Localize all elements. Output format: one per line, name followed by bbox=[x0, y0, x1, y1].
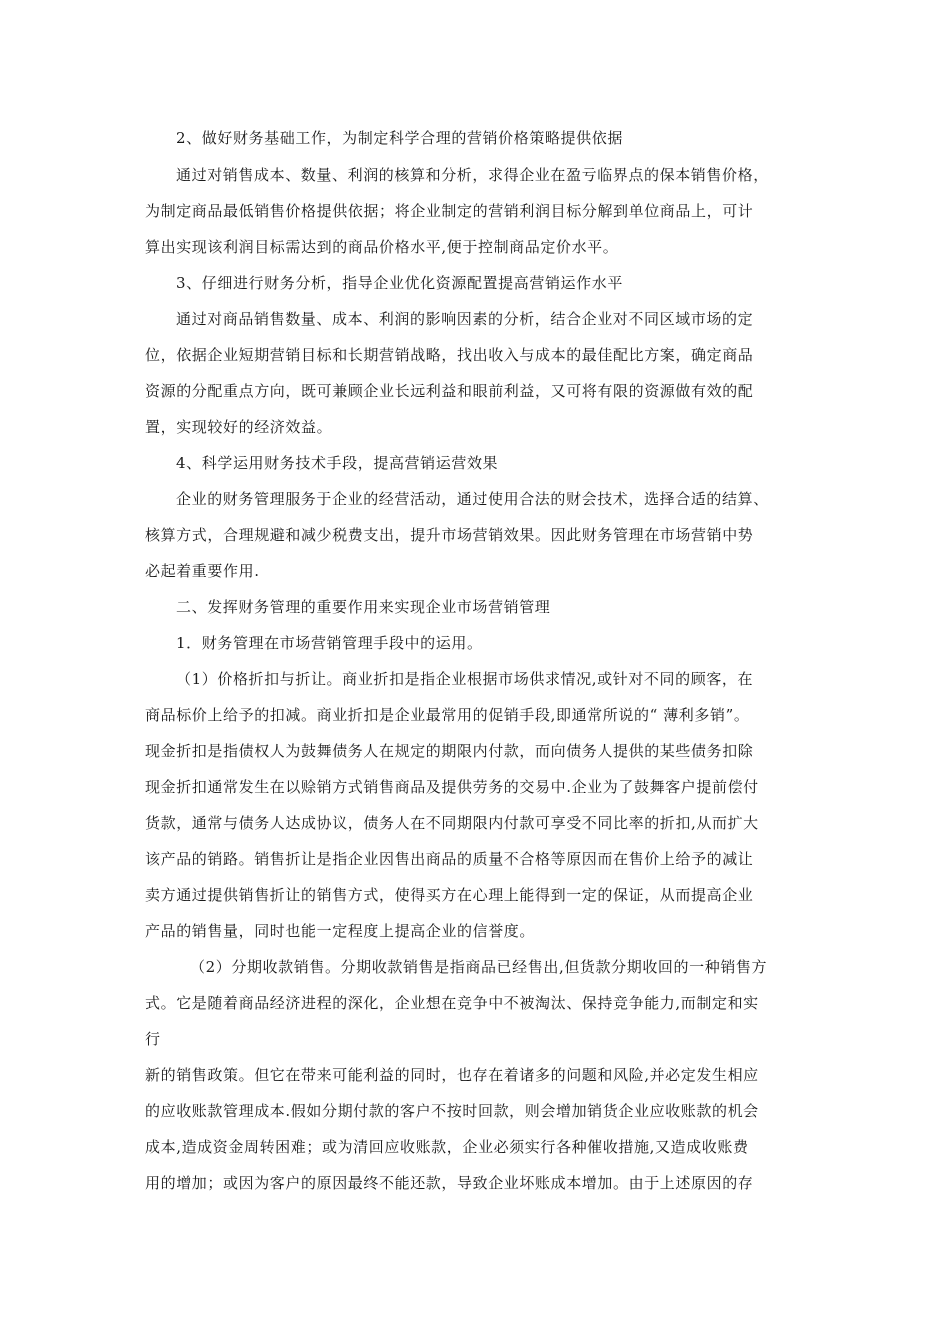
paragraph-line: 核算方式，合理规避和减少税费支出，提升市场营销效果。因此财务管理在市场营销中势 bbox=[145, 526, 754, 544]
paragraph-line: 行 bbox=[145, 1030, 161, 1048]
paragraph-line: 新的销售政策。但它在带来可能利益的同时，也存在着诸多的问题和风险,并必定发生相应 bbox=[145, 1066, 759, 1084]
section-heading-2: 2、做好财务基础工作，为制定科学合理的营销价格策略提供依据 bbox=[176, 129, 623, 147]
paragraph-line: 卖方通过提供销售折让的销售方式，使得买方在心理上能得到一定的保证，从而提高企业 bbox=[145, 886, 754, 904]
subsection-heading: 1．财务管理在市场营销管理手段中的运用。 bbox=[176, 634, 483, 652]
paragraph-line: 商品标价上给予的扣减。商业折扣是企业最常用的促销手段,即通常所说的“ 薄利多销”。 bbox=[145, 706, 750, 724]
paragraph-line: 位，依据企业短期营销目标和长期营销战略，找出收入与成本的最佳配比方案，确定商品 bbox=[145, 346, 754, 364]
paragraph-line: 企业的财务管理服务于企业的经营活动，通过使用合法的财会技术，选择合适的结算、 bbox=[176, 490, 769, 508]
paragraph-line: 式。它是随着商品经济进程的深化，企业想在竞争中不被淘汰、保持竞争能力,而制定和实 bbox=[145, 994, 759, 1012]
paragraph-line: 置，实现较好的经济效益。 bbox=[145, 418, 333, 436]
section-heading-4: 4、科学运用财务技术手段，提高营销运营效果 bbox=[176, 454, 499, 472]
paragraph-line: （2）分期收款销售。分期收款销售是指商品已经售出,但货款分期收回的一种销售方 bbox=[190, 958, 768, 976]
paragraph-line: 现金折扣通常发生在以赊销方式销售商品及提供劳务的交易中.企业为了鼓舞客户提前偿付 bbox=[145, 778, 759, 796]
paragraph-line: 通过对销售成本、数量、利润的核算和分析，求得企业在盈亏临界点的保本销售价格， bbox=[176, 166, 769, 184]
paragraph-line: 产品的销售量，同时也能一定程度上提高企业的信誉度。 bbox=[145, 922, 536, 940]
paragraph-line: （1）价格折扣与折让。商业折扣是指企业根据市场供求情况,或针对不同的顾客，在 bbox=[176, 670, 754, 688]
paragraph-line: 的应收账款管理成本.假如分期付款的客户不按时回款，则会增加销货企业应收账款的机会 bbox=[145, 1102, 759, 1120]
chapter-heading: 二、发挥财务管理的重要作用来实现企业市场营销管理 bbox=[176, 598, 551, 616]
paragraph-line: 成本,造成资金周转困难；或为清回应收账款，企业必须实行各种催收措施,又造成收账费 bbox=[145, 1138, 749, 1156]
section-heading-3: 3、仔细进行财务分析，指导企业优化资源配置提高营销运作水平 bbox=[176, 274, 623, 292]
paragraph-line: 货款，通常与债务人达成协议，债务人在不同期限内付款可享受不同比率的折扣,从而扩大 bbox=[145, 814, 759, 832]
paragraph-line: 资源的分配重点方向，既可兼顾企业长远利益和眼前利益，又可将有限的资源做有效的配 bbox=[145, 382, 754, 400]
paragraph-line: 必起着重要作用. bbox=[145, 562, 260, 580]
paragraph-line: 通过对商品销售数量、成本、利润的影响因素的分析，结合企业对不同区域市场的定 bbox=[176, 310, 754, 328]
paragraph-line: 现金折扣是指债权人为鼓舞债务人在规定的期限内付款，而向债务人提供的某些债务扣除 bbox=[145, 742, 754, 760]
paragraph-line: 用的增加；或因为客户的原因最终不能还款，导致企业坏账成本增加。由于上述原因的存 bbox=[145, 1174, 754, 1192]
paragraph-line: 为制定商品最低销售价格提供依据；将企业制定的营销利润目标分解到单位商品上，可计 bbox=[145, 202, 754, 220]
paragraph-line: 该产品的销路。销售折让是指企业因售出商品的质量不合格等原因而在售价上给予的减让 bbox=[145, 850, 754, 868]
paragraph-line: 算出实现该利润目标需达到的商品价格水平,便于控制商品定价水平。 bbox=[145, 238, 619, 256]
